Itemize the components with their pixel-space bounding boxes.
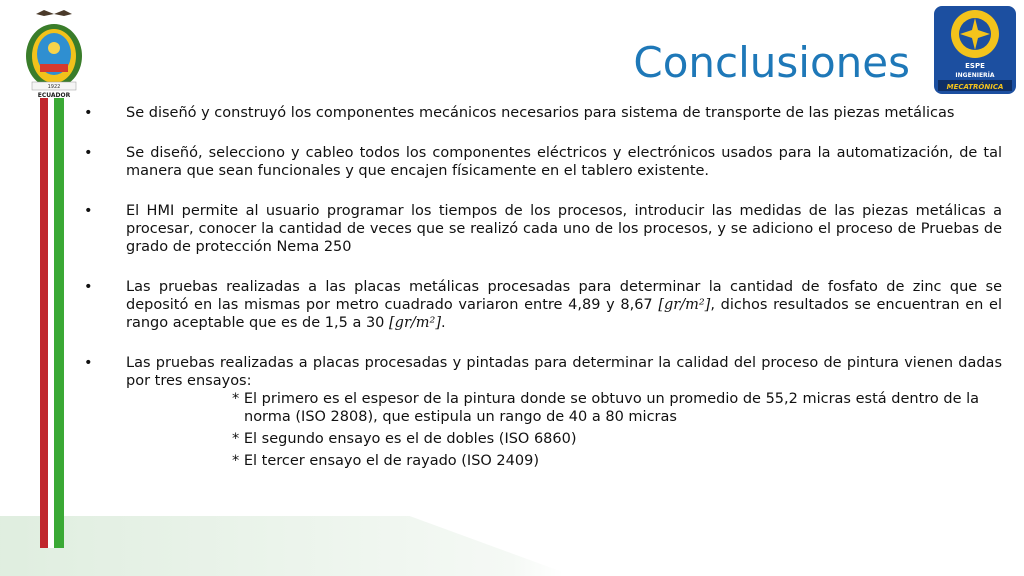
unit-formula: [gr/m²] <box>658 297 711 313</box>
bullet-mark: • <box>84 355 93 371</box>
mechatronics-logo-icon <box>932 4 1018 96</box>
bullet-text-a: Las pruebas realizadas a las placas metálicas procesadas para determinar la cantidad de fosfato de zinc que se depositó en las mismas por metro cuadrado variaron entre 4,89 y 8,67 <box>126 279 1002 313</box>
bullet-mark: • <box>84 105 93 121</box>
bullet-mark: • <box>84 145 93 161</box>
bullet-item-3 <box>84 202 1002 256</box>
bullet-text-c: . <box>441 315 446 331</box>
bullet-item-1 <box>84 104 1002 122</box>
sub-item-text: * El primero es el espesor de la pintura donde se obtuvo un promedio de 55,2 micras está dentro de la <box>232 391 980 407</box>
sub-list <box>126 390 1002 470</box>
flag-stripes <box>40 98 66 548</box>
slide-title: Conclusiones <box>633 38 910 87</box>
bullet-text: Las pruebas realizadas a placas procesadas y pintadas para determinar la calidad del proceso de pintura vienen dadas por tres ensayos: <box>126 355 1002 389</box>
sub-item: * El segundo ensayo es el de dobles (ISO 6860) <box>232 431 577 447</box>
bullet-item-5 <box>84 354 1002 470</box>
bullet-mark: • <box>84 203 93 219</box>
bullet-item-4 <box>84 278 1002 332</box>
bullet-text: Se diseñó, selecciono y cableo todos los componentes eléctricos y electrónicos usados para la automatización, de tal manera que sean funcionales y que encajen físicamente en el tablero existente. <box>126 145 1002 179</box>
seal-banner: ECUADOR <box>37 92 71 99</box>
bullet-text: El HMI permite al usuario programar los tiempos de los procesos, introducir las medidas de las piezas metálicas a procesar, conocer la cantidad de veces que se realizó cada uno de los procesos, y se adiciono el proceso de Pruebas de grado de protección Nema 250 <box>126 203 1002 255</box>
ecuador-coat-of-arms-icon <box>14 8 94 100</box>
bullet-list <box>84 104 1002 492</box>
sub-item <box>232 390 1002 426</box>
unit-formula: [gr/m²] <box>389 315 441 331</box>
sub-item: * El tercer ensayo el de rayado (ISO 2409) <box>232 453 539 469</box>
logo-text-mid: INGENIERÍA <box>955 72 995 79</box>
floor-gradient <box>0 516 1024 576</box>
bullet-item-2 <box>84 144 1002 180</box>
red-stripe <box>40 98 48 548</box>
sub-item-continuation: norma (ISO 2808), que estipula un rango de 40 a 80 micras <box>244 409 677 425</box>
logo-text-top: ESPE <box>965 62 985 70</box>
bullet-text: Se diseñó y construyó los componentes mecánicos necesarios para sistema de transporte de las piezas metálicas <box>126 105 955 121</box>
green-stripe <box>54 98 64 548</box>
bullet-mark: • <box>84 279 93 295</box>
seal-year: 1922 <box>47 84 61 90</box>
logo-text-bottom: MECATRÓNICA <box>946 83 1004 91</box>
bullet-text-b: , dichos resultados se encuentran en el rango aceptable que es de 1,5 a 30 <box>126 297 1003 331</box>
